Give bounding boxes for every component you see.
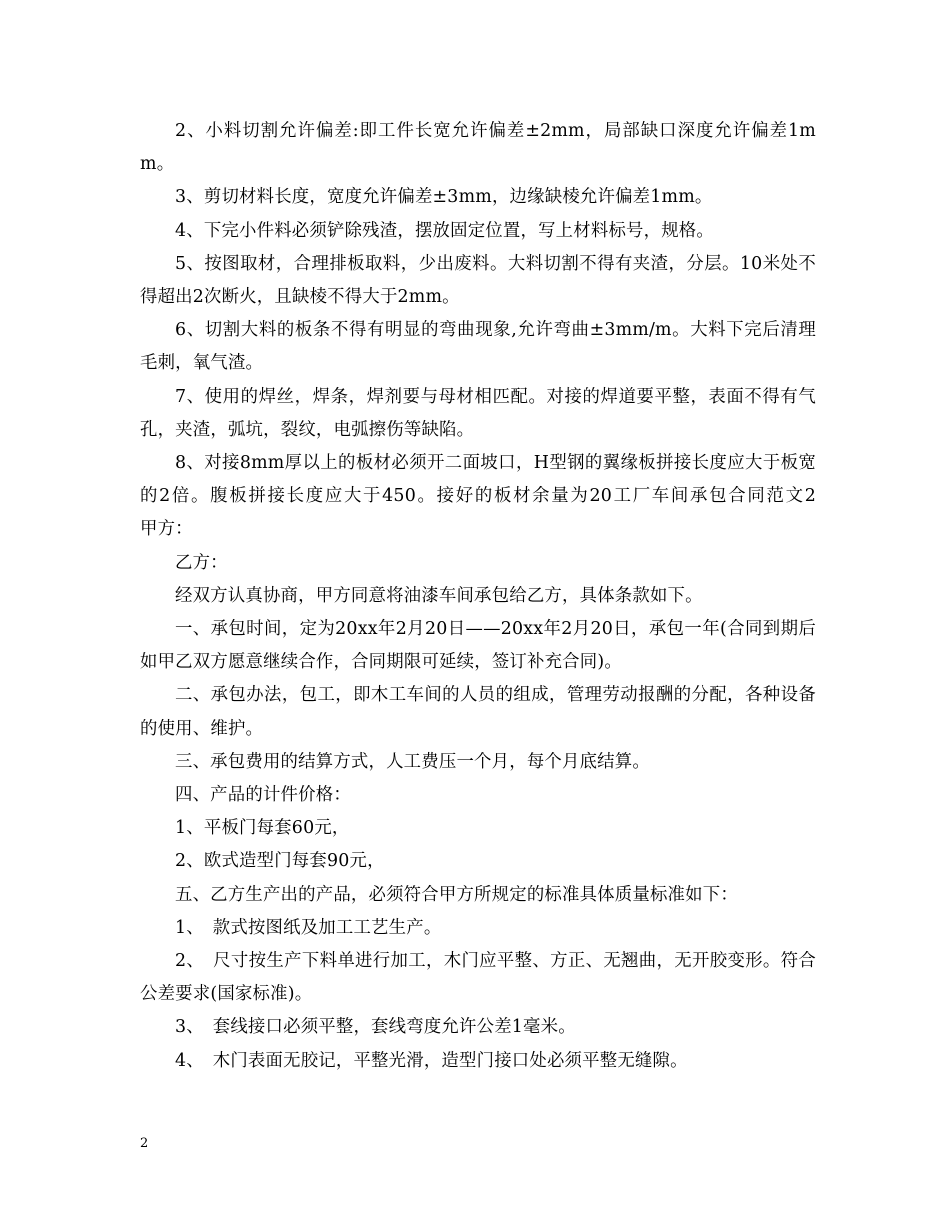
paragraph-17: 1、 款式按图纸及加工工艺生产。: [175, 917, 442, 938]
paragraph-7: 8、对接8mm厚以上的板材必须开二面坡口，H型钢的翼缘板拼接长度应大于板宽的2倍。腹板拼接长度应大于450。接好的板材余量为20工厂车间承包合同范文2 甲方：: [140, 453, 852, 540]
paragraph-16: 五、乙方生产出的产品，必须符合甲方所规定的标准具体质量标准如下：: [175, 884, 738, 905]
paragraph-2: 3、剪切材料长度，宽度允许偏差±3mm，边缘缺棱允许偏差1mm。: [175, 187, 713, 208]
paragraph-9: 经双方认真协商，甲方同意将油漆车间承包给乙方，具体条款如下。: [175, 585, 703, 606]
paragraph-20: 4、 木门表面无胶记，平整光滑，造型门接口处必须平整无缝隙。: [175, 1050, 688, 1071]
paragraph-3: 4、下完小件料必须铲除残渣，摆放固定位置，写上材料标号，规格。: [175, 220, 714, 241]
paragraph-5: 6、切割大料的板条不得有明显的弯曲现象,允许弯曲±3mm/m。大料下完后清理毛刺，氧气渣。: [140, 320, 816, 374]
paragraph-19: 3、 套线接口必须平整，套线弯度允许公差1毫米。: [175, 1017, 576, 1038]
paragraph-6: 7、使用的焊丝，焊条，焊剂要与母材相匹配。对接的焊道要平整，表面不得有气孔，夹渣，弧坑，裂纹，电弧擦伤等缺陷。: [140, 386, 816, 440]
paragraph-13: 四、产品的计件价格：: [175, 785, 351, 806]
paragraph-18: 2、 尺寸按生产下料单进行加工，木门应平整、方正、无翘曲，无开胶变形。符合公差要求(国家标准)。: [140, 951, 816, 1005]
document-body: [140, 115, 852, 1078]
paragraph-1: 2、小料切割允许偏差:即工件长宽允许偏差±2mm，局部缺口深度允许偏差1mm。: [140, 121, 816, 175]
paragraph-4: 5、按图取材，合理排板取料，少出废料。大料切割不得有夹渣，分层。10米处不得超出2次断火，且缺棱不得大于2mm。: [140, 253, 816, 308]
paragraph-11: 二、承包办法，包工，即木工车间的人员的组成，管理劳动报酬的分配，各种设备的使用、维护。: [140, 685, 816, 739]
page-number: 2: [140, 1136, 149, 1151]
paragraph-12: 三、承包费用的结算方式，人工费压一个月，每个月底结算。: [175, 751, 650, 772]
paragraph-8: 乙方：: [175, 552, 228, 573]
paragraph-14: 1、平板门每套60元，: [175, 818, 350, 839]
paragraph-15: 2、欧式造型门每套90元，: [175, 851, 385, 872]
paragraph-10: 一、承包时间，定为20xx年2月20日——20xx年2月20日，承包一年(合同到期后如甲乙双方愿意继续合作，合同期限可延续，签订补充合同)。: [140, 619, 816, 673]
